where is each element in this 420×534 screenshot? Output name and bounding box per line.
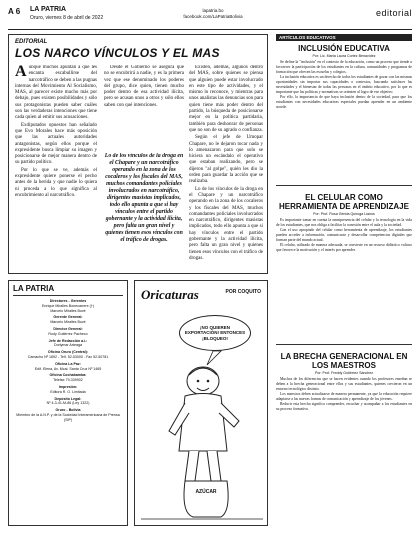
masthead-value: Marcelo Miralles Bové — [50, 320, 86, 325]
masthead-value: Edif. Elena, Av. Mcal. Santa Cruz Nº 1465 — [34, 366, 102, 371]
paragraph: Existen, además, algunos dentro del MAS, sobre quienes se piensa que alguien puede estar involucrado en este tipo de actividades, y el mismo lo reconoce, y mientras para unos analistas las denuncias son para quien tiene más poder dentro del partido, la búsqueda de posicionarse mejor en la política partidaria, también para deshonrar de personas que no son de su agrado o confianza. — [189, 65, 263, 133]
article-author: Por: Prof. Freddy Gutiérrez Sánchez — [314, 371, 374, 375]
paragraph: Con el uso apropiado del celular como herramienta de aprendizaje, los estudiantes pueden acceder a información, comunicarse y desarrollar competencias digitales que forman parte del mundo actual. — [276, 228, 412, 242]
article-body — [276, 60, 412, 170]
article-inclusion — [276, 41, 412, 181]
cartoon-box — [134, 280, 268, 526]
brand-name: LA PATRIA — [30, 6, 67, 13]
masthead-value: Dorlymar Arteaga — [54, 343, 82, 348]
masthead-value: Camacho Nº 1892 - Telf. 52-53000 - Fax 52-50781 — [27, 354, 109, 359]
paragraph: La inclusión educativa es un derecho de todos los estudiantes de gozar con las mismas oportunidades sin importar sus capacidades o contextos, buscando satisfacer las necesidades y el bienestar de todas las personas en el ámbito educativo, por lo que es importante que las políticas y normativas se orienten al logro de ese objetivo. — [276, 75, 412, 94]
sugar-sack — [184, 481, 228, 517]
contact-info — [158, 8, 268, 20]
masthead-value: Nº 4-3-41-M-86 (Ley 1322) — [46, 401, 90, 406]
speech-bubble: ¡NO QUIEREN EXPORTACIÓN! ENTONCES ¡BLOQUEO! — [179, 315, 251, 351]
article-body — [276, 218, 412, 332]
article-title: INCLUSIÓN EDUCATIVA — [298, 44, 390, 53]
facebook-link[interactable]: facebook.com/LaPatriaBolivia — [183, 14, 243, 19]
article-author: Por: Prof. Rosa Gérida Quiroga Llanos — [313, 212, 375, 216]
masthead-heading: Impresión: — [58, 384, 78, 389]
character-leg — [185, 451, 199, 481]
masthead-value: Editora R. O. Limitada — [50, 389, 86, 394]
paragraph: El celular, utilizado de manera adecuada, se convierte en un recurso didáctico valioso que favorece la motivación y el interés por aprender. — [276, 243, 412, 252]
masthead-heading: Oficina La Paz: — [55, 361, 81, 366]
bubble-tail — [207, 351, 221, 365]
cartoon-author: POR COQUITO — [225, 289, 261, 295]
section-name: editorial — [375, 8, 412, 18]
page-number: A 6 — [8, 7, 21, 16]
editorial-box — [8, 34, 268, 274]
cartoon-logo: Oricaturas — [141, 287, 199, 302]
articles-column — [276, 34, 412, 529]
paragraph: Reducir esta brecha significa comprender, escuchar y acompañar a los estudiantes en su proceso formativo. — [276, 402, 412, 411]
article-title: LA BRECHA GENERACIONAL EN LOS MAESTROS — [280, 352, 408, 370]
masthead-value: Enrique Miralles Bonecarrere (†) — [42, 303, 94, 308]
editorial-column-1 — [15, 65, 97, 269]
masthead-box — [8, 280, 128, 526]
paragraph: unque muchos apuntan a que les encanta escabullirse del narcotráfico se deben a las pugnas internas del Movimiento Al Socialismo, MAS, al parecer existe mucho más por debajo, pues existen posibilidades y sólo sus protagonistas pueden saber cuáles son las verdaderas intenciones que tiene cada quien al emitir sus acusaciones. — [15, 65, 97, 121]
article-celular — [276, 190, 412, 340]
divider — [276, 344, 412, 345]
paragraph: Los maestros deben actualizarse de manera permanente, ya que la educación requiere adaptarse a las nuevas formas de comunicación y aprendizaje de los jóvenes. — [276, 392, 412, 401]
masthead-heading: Gerente General: — [53, 315, 83, 320]
articles-label: ARTÍCULOS EDUCATIVOS — [276, 34, 412, 41]
article-author: Por: Lic. María Laura Cortez Benavídez — [312, 54, 376, 58]
masthead-heading: Jefe de Redacción a.i.: — [48, 338, 88, 343]
issue-date: Oruro, viernes 8 de abril de 2022 — [30, 15, 104, 21]
paragraph: Muchos de los diferencias que se hacen evidentes cuando los profesores enseñan se deben a la brecha generacional entre ellos y sus estudiantes, quienes crecieron en un entorno tecnológico distinto. — [276, 377, 412, 391]
masthead-heading: Director General: — [53, 326, 83, 331]
paragraph: Desde el Gobierno se asegura que no se encubrirá a nadie, y es la primera vez que ese denominado los poderes del grupo, dice quien, tienen mucho poder dentro de esa actividad ilícita, pero se acusan unos a otros y sólo ellos saben con qué intenciones. — [104, 65, 184, 108]
paragraph: Se define la "inclusión" en el contexto de la educación, como un proceso que tiende a favorecer la participación de los estudiantes en la cultura, comunidades y programas de formación que ofrecen las escuelas y colegios. — [276, 60, 412, 74]
character-eye — [207, 380, 210, 383]
pull-quote: Lo de los vínculos de la droga en el Chapare y un narcotráfico operando en la zona de los cocaleros y los fiscales del MAS, muchos comandantes policiales involucrados en narcotráfico, dirigentes masistas implicados, todo ello apunta a que si hay vínculos entre el partido gobernante y la actividad ilícita, pero falta un gran nivel y quienes tienen esos vínculos con el tráfico de drogas. — [104, 153, 184, 243]
paragraph: Es importante tomar en cuenta la omnipresencia del celular y la tecnología en la vida de los estudiantes, que nos obliga a facilitar la conexión entre el aula y la sociedad. — [276, 218, 412, 227]
character-eye — [197, 380, 200, 383]
editorial-label: EDITORIAL — [15, 39, 48, 45]
editorial-title: LOS NARCO VÍNCULOS Y EL MAS — [15, 46, 220, 60]
character-leg — [207, 451, 221, 481]
masthead-value: Marcelo Miralles Bové — [50, 308, 86, 313]
character-body — [179, 394, 227, 452]
paragraph: Exdiputados opuestos han señalado que Evo Morales hace más oposición que las actuales autoridades antagonistas, según ellos porque el expresidente busca limpiar su imagen y posicionarse de mejor manera dentro de su partido político. — [15, 122, 97, 166]
editorial-column-2-top — [104, 65, 184, 151]
paragraph: Según el jefe de Umopar Chapare, no le dejaron tocar nada y lo amenazaron para que solo se hiciera un escándalo el operativo que estaban realizando, pero se dijeron "al golpe", quién les dio la orden para guardar la acción que se realizaba. — [189, 135, 263, 185]
divider — [276, 185, 412, 186]
masthead-heading: Oruro - Bolivia — [55, 408, 81, 413]
masthead-value: Telefax 79-339902 — [53, 378, 83, 383]
article-brecha — [276, 349, 412, 529]
masthead-title: LA PATRIA — [13, 284, 123, 296]
site-link[interactable]: lapatria.bo — [202, 8, 224, 13]
paragraph: Por ello, la importancia de que haya inclusión dentro de la sociedad, para que los estudiantes con necesidades educativas especiales puedan aprender en un ambiente acorde. — [276, 95, 412, 109]
masthead-heading: Oficina Cochabamba: — [49, 373, 87, 378]
masthead-body — [13, 299, 123, 423]
sack-label: AZÚCAR — [195, 489, 217, 495]
article-title: EL CELULAR COMO HERRAMIENTA DE APRENDIZAJE — [279, 193, 409, 211]
drop-cap: A — [15, 65, 27, 80]
article-body — [276, 377, 412, 517]
paragraph: Lo de los vínculos de la droga en el Chapare y un narcotráfico operando en la zona de los cocaleros y los fiscales del MAS, muchos comandantes policiales involucrados en narcotráfico, dirigentes masistas implicados, todo ello apunta a que si hay vínculos entre el partido gobernante y la actividad ilícita, pero falta un gran nivel y quienes tienen esos vínculos con el tráfico de drogas. — [189, 186, 263, 261]
masthead-heading: Oficina Oruro (Central): — [47, 350, 89, 355]
masthead-value: Miembro de la A.N.P. y de la Sociedad Interamericana de Prensa (SIP) — [16, 412, 120, 422]
masthead-heading: Directores - Gerentes — [49, 299, 87, 303]
masthead-heading: Depósito Legal: — [54, 396, 82, 401]
paragraph: Por lo que se ve, además el expresidente quiere ponerse el pecho antes de la herida y que nadie lo quiera ni proceda a lo que significa al encubrimiento al narcotráfico. — [15, 167, 97, 198]
page-header — [8, 6, 412, 30]
masthead-value: Rudy Gutiérrez Pacheco — [48, 331, 88, 336]
editorial-column-3 — [189, 65, 263, 269]
